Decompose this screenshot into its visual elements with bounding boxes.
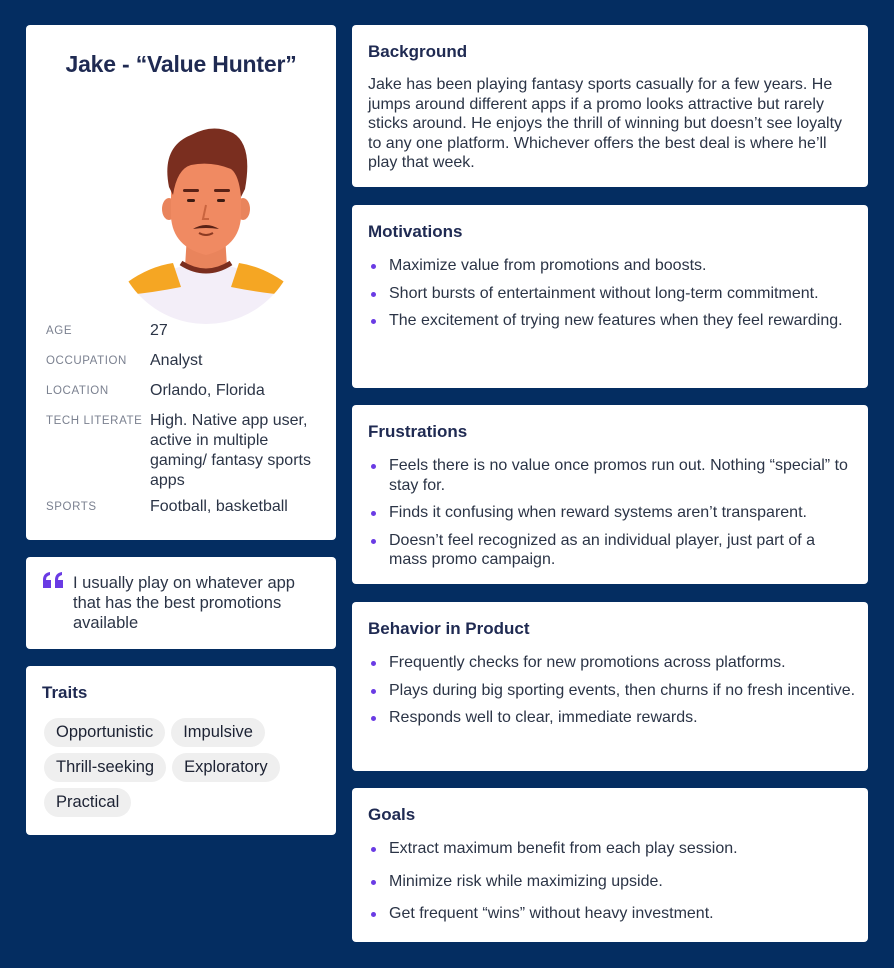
background-text: Jake has been playing fantasy sports casually for a few years. He jumps around different apps if a promo looks attractive but rarely sticks around. He enjoys the thrill of winning but doesn’t see loyalty to any one platform. Whichever offers the best deal is where he’ll play that week. [368,76,843,171]
info-row-location [46,381,324,401]
trait-chip: Exploratory [172,753,279,782]
goals-list [368,839,856,937]
info-key: SPORTS [46,501,97,513]
info-row-age [46,321,324,341]
avatar [121,117,291,325]
bullet-icon [371,264,376,269]
info-value: High. Native app user, active in multiple gaming/ fantasy sports apps [150,412,311,489]
bullet-icon [371,511,376,516]
info-key: AGE [46,325,73,337]
traits-title: Traits [42,683,88,702]
goals-card [352,788,868,942]
list-item-text: Extract maximum benefit from each play session. [389,840,738,857]
info-value: Football, basketball [150,498,288,515]
info-key: OCCUPATION [46,355,127,367]
section-title: Behavior in Product [368,619,530,638]
bullet-icon [371,464,376,469]
list-item-text: Get frequent “wins” without heavy investment. [389,905,714,922]
list-item-text: Frequently checks for new promotions across platforms. [389,654,786,671]
bullet-icon [371,847,376,852]
list-item [368,503,856,523]
list-item [368,456,856,495]
bullet-icon [371,292,376,297]
info-row-occupation [46,351,324,371]
frustrations-list [368,456,856,578]
list-item [368,284,856,304]
info-value: Analyst [150,352,203,369]
list-item [368,256,856,276]
trait-chip: Impulsive [171,718,265,747]
list-item [368,872,856,892]
info-value: Orlando, Florida [150,382,265,399]
list-item [368,904,856,924]
bullet-icon [371,539,376,544]
bullet-icon [371,661,376,666]
list-item [368,531,856,570]
list-item-text: Minimize risk while maximizing upside. [389,872,663,890]
quote-card [26,557,336,649]
list-item-text: Short bursts of entertainment without long-term commitment. [389,284,819,302]
bullet-icon [371,912,376,917]
behavior-list [368,653,856,736]
quote-text: I usually play on whatever app that has the best promotions available [73,574,295,632]
section-title: Background [368,42,468,61]
trait-chip: Opportunistic [44,718,165,747]
bullet-icon [371,716,376,721]
info-row-tech-literate [46,411,324,491]
list-item-text: Responds well to clear, immediate rewards. [389,709,698,726]
list-item [368,653,856,673]
motivations-list [368,256,856,339]
list-item-text: The excitement of trying new features when they feel rewarding. [389,312,843,329]
profile-card [26,25,336,540]
list-item [368,311,856,331]
info-key: LOCATION [46,385,109,397]
trait-chip: Thrill-seeking [44,753,166,782]
avatar-illustration [121,117,291,325]
bullet-icon [371,319,376,324]
list-item-text: Maximize value from promotions and boosts. [389,257,707,274]
section-title: Goals [368,805,416,824]
section-title: Motivations [368,222,463,241]
list-item [368,839,856,859]
list-item-text: Plays during big sporting events, then churns if no fresh incentive. [389,681,856,699]
bullet-icon [371,880,376,885]
section-title: Frustrations [368,422,468,441]
behavior-card [352,602,868,771]
list-item-text: Doesn’t feel recognized as an individual player, just part of a mass promo campaign. [389,531,816,568]
list-item-text: Feels there is no value once promos run out. Nothing “special” to stay for. [389,457,848,494]
motivations-card [352,205,868,388]
info-value: 27 [150,322,168,339]
traits-card [26,666,336,835]
persona-name: Jake - “Value Hunter” [65,51,297,77]
info-row-sports [46,497,324,517]
list-item [368,681,856,701]
trait-chip: Practical [44,788,131,817]
quote-icon [42,571,64,589]
traits-list [44,718,324,817]
frustrations-card [352,405,868,584]
bullet-icon [371,689,376,694]
list-item-text: Finds it confusing when reward systems aren’t transparent. [389,504,807,521]
info-key: TECH LITERATE [46,415,143,427]
list-item [368,708,856,728]
background-card [352,25,868,187]
